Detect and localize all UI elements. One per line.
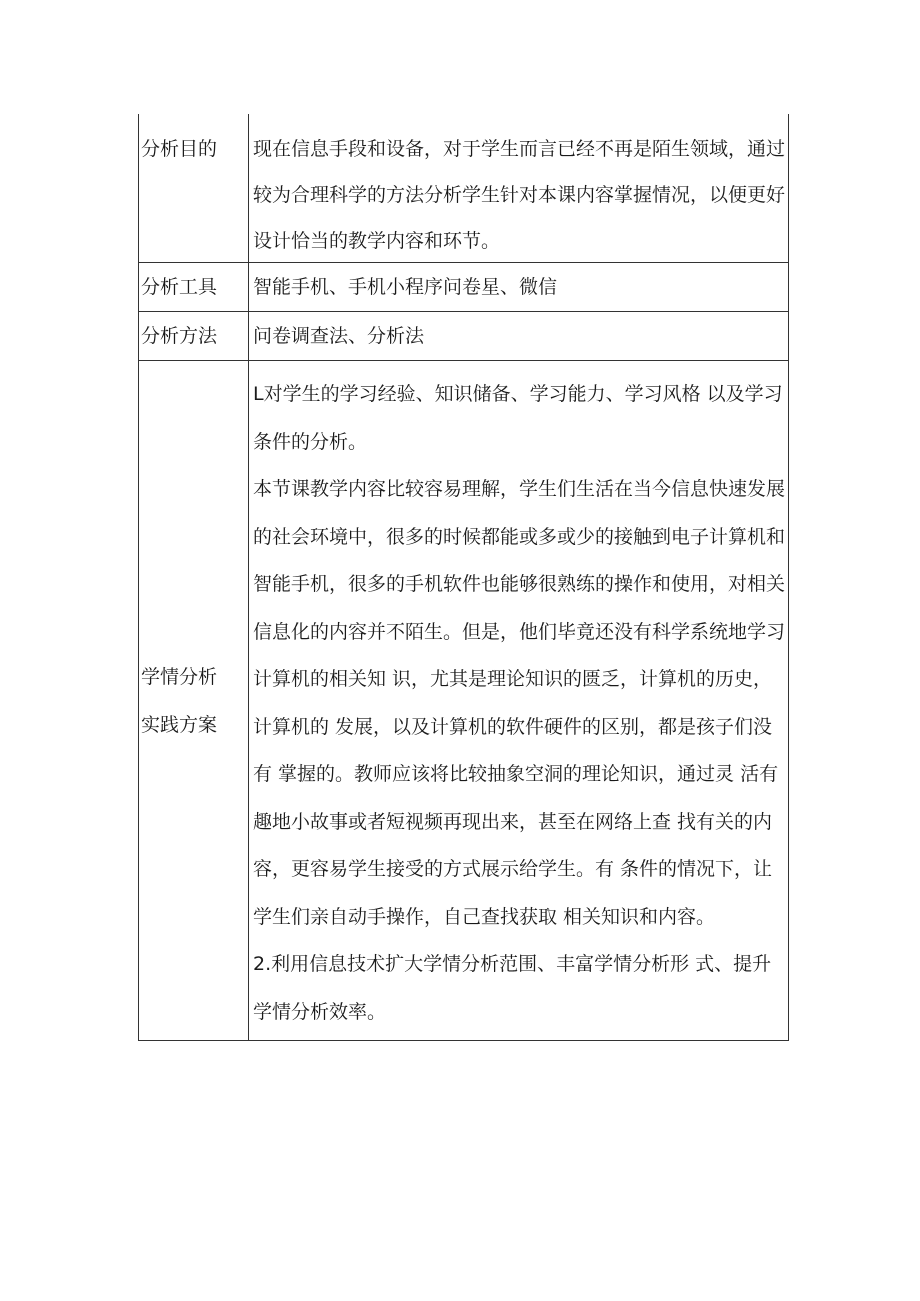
analysis-table: [138, 114, 789, 1041]
row-label-practice-line1: 学情分析: [141, 665, 218, 688]
table-row: [139, 114, 789, 263]
row-label-tools: 分析工具: [141, 276, 218, 298]
practice-paragraph-3: 2.利用信息技术扩大学情分析范围、丰富学情分析形 式、提升学情分析效率。: [253, 953, 772, 1023]
row-content-cell: [249, 263, 789, 312]
row-label-purpose: 分析目的: [141, 138, 218, 160]
row-content-cell: [249, 114, 789, 263]
row-content-tools: 智能手机、手机小程序问卷星、微信: [253, 276, 558, 298]
row-label-methods: 分析方法: [141, 325, 218, 347]
row-content-methods: 问卷调查法、分析法: [253, 325, 425, 347]
table-row: [139, 361, 789, 1041]
table-row: [139, 263, 789, 312]
row-label-cell: [139, 312, 249, 361]
row-content-cell: [249, 312, 789, 361]
practice-content: [249, 361, 788, 1040]
row-content-purpose: 现在信息手段和设备，对于学生而言已经不再是陌生领域，通过较为合理科学的方法分析学生针对本课内容掌握情况，以便更好设计恰当的教学内容和环节。: [253, 138, 786, 252]
table-row: [139, 312, 789, 361]
row-label-cell: [139, 114, 249, 263]
row-label-cell: [139, 263, 249, 312]
row-label-cell: [139, 361, 249, 1041]
row-label-practice-line2: 实践方案: [141, 713, 218, 736]
practice-paragraph-1: L对学生的学习经验、知识储备、学习能力、学习风格 以及学习条件的分析。: [253, 383, 783, 453]
practice-paragraph-2: 本节课教学内容比较容易理解，学生们生活在当今信息快速发展的社会环境中，很多的时候都能或多或少的接触到电子计算机和智能手机，很多的手机软件也能够很熟练的操作和使用，对相关信息化的内容并不陌生。但是，他们毕竟还没有科学系统地学习计算机的相关知 识，尤其是理论知识的匮乏，计算机的历史，计算机的 发展，以及计算机的软件硬件的区别，都是孩子们没有 掌握的。教师应该将比较抽象空洞的理论知识，通过灵 活有趣地小故事或者短视频再现出来，甚至在网络上查 找有关的内容，更容易学生接受的方式展示给学生。有 条件的情况下，让学生们亲自动手操作，自己查找获取 相关知识和内容。: [253, 478, 786, 928]
row-content-cell: [249, 361, 789, 1041]
